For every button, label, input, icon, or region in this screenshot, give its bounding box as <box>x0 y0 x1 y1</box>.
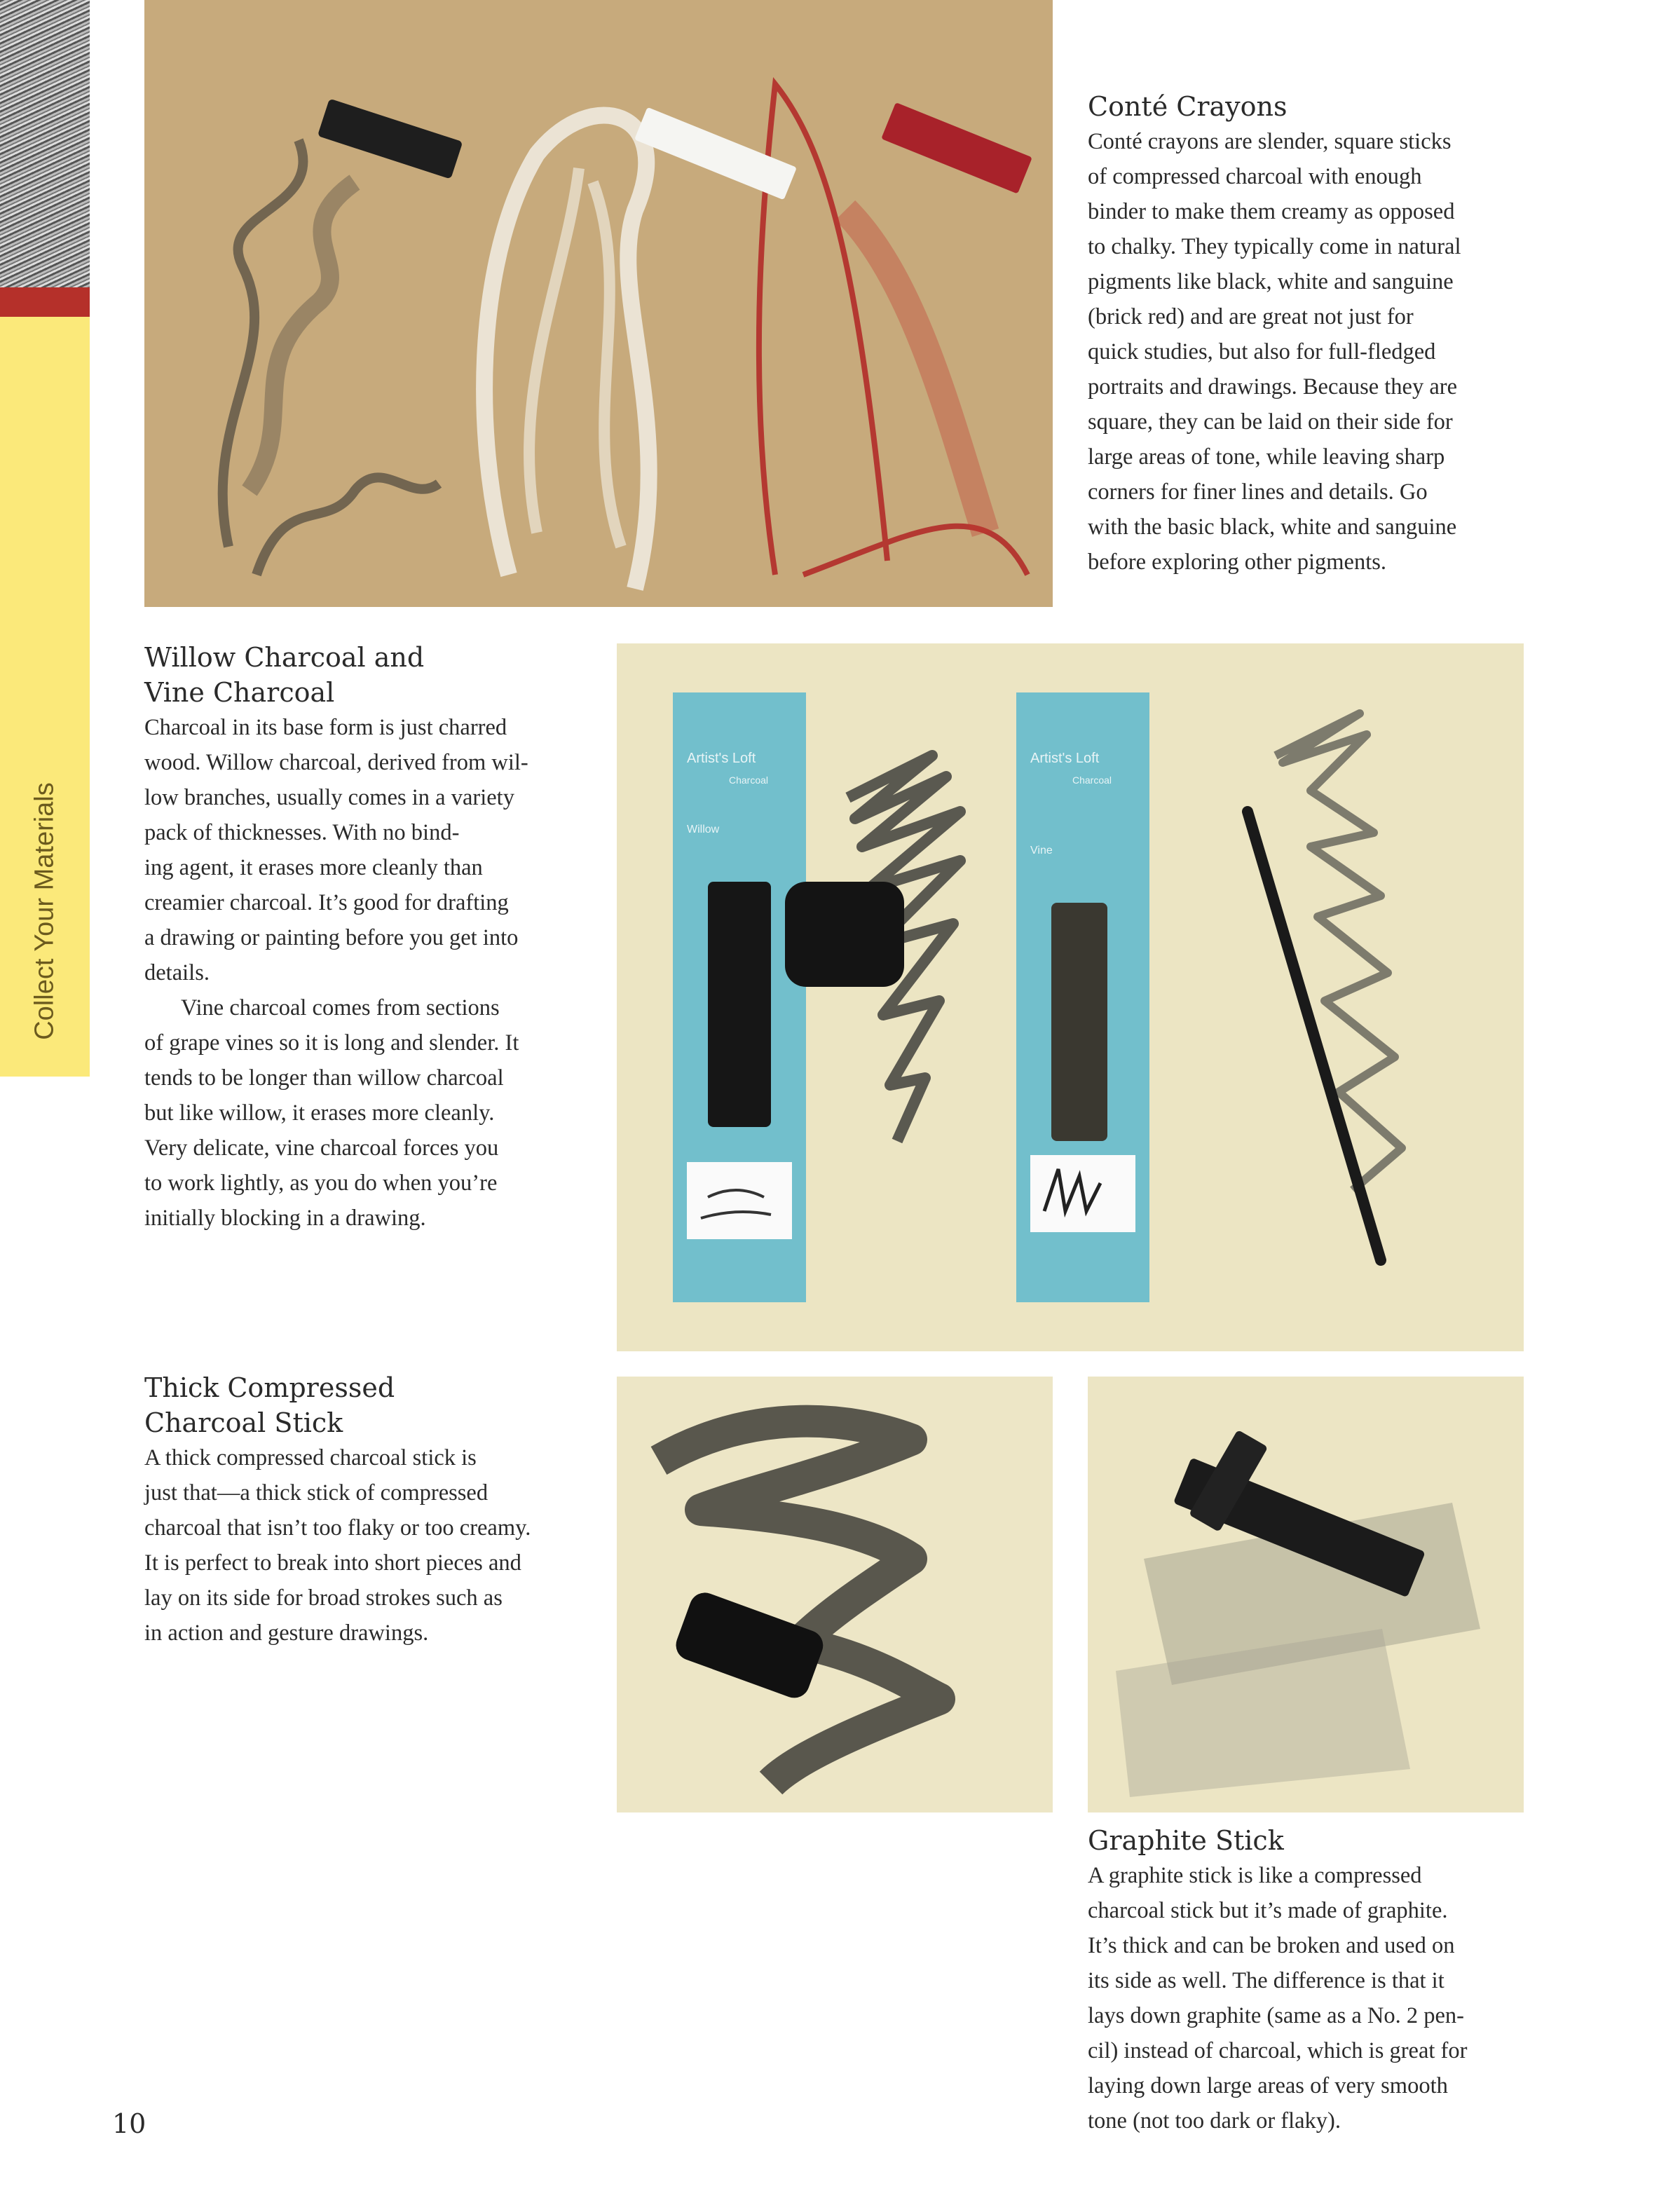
text-line: to chalky. They typically come in natural <box>1088 234 1461 259</box>
section-body <box>144 1440 593 1651</box>
text-line: cil) instead of charcoal, which is great for <box>1088 2038 1468 2063</box>
text-line: charcoal that isn’t too flaky or too creamy. <box>144 1515 531 1541</box>
page-number: 10 <box>112 2108 146 2139</box>
willow-vine-charcoal-section <box>144 640 593 1236</box>
text-line: wood. Willow charcoal, derived from wil- <box>144 750 528 775</box>
section-heading: Conté Crayons <box>1088 91 1288 122</box>
text-line: of compressed charcoal with enough <box>1088 164 1422 189</box>
text-line: Charcoal in its base form is just charred <box>144 715 507 740</box>
text-line: tone (not too dark or flaky). <box>1088 2108 1341 2134</box>
thick-compressed-charcoal-section <box>144 1370 593 1651</box>
text-line: to work lightly, as you do when you’re <box>144 1170 498 1196</box>
graphite-stick-photo <box>1088 1377 1524 1812</box>
text-line: its side as well. The difference is that it <box>1088 1968 1445 1993</box>
conte-crayons-section <box>1088 89 1536 580</box>
text-line: details. <box>144 960 210 985</box>
text-line: large areas of tone, while leaving sharp <box>1088 444 1445 470</box>
text-line: tends to be longer than willow charcoal <box>144 1065 504 1091</box>
text-line: corners for finer lines and details. Go <box>1088 479 1428 505</box>
conte-crayons-photo <box>144 0 1053 607</box>
text-line: of grape vines so it is long and slender. It <box>144 1030 519 1056</box>
text-line: low branches, usually comes in a variety <box>144 785 514 810</box>
text-line: binder to make them creamy as opposed <box>1088 199 1455 224</box>
text-line: before exploring other pigments. <box>1088 549 1386 575</box>
section-label: Collect Your Materials <box>29 782 60 1040</box>
section-heading: Graphite Stick <box>1088 1825 1284 1856</box>
text-line: Conté crayons are slender, square sticks <box>1088 129 1452 154</box>
box-type-vine: Vine <box>1030 845 1053 856</box>
text-line: laying down large areas of very smooth <box>1088 2073 1448 2098</box>
section-body <box>1088 124 1536 580</box>
text-line: Vine charcoal comes from sections <box>181 995 500 1020</box>
sidebar-texture-swatch <box>0 0 90 287</box>
text-line: pack of thicknesses. With no bind- <box>144 820 460 845</box>
text-line: pigments like black, white and sanguine <box>1088 269 1454 294</box>
text-line: It’s thick and can be broken and used on <box>1088 1933 1455 1958</box>
text-line: A graphite stick is like a compressed <box>1088 1863 1422 1888</box>
text-line: in action and gesture drawings. <box>144 1620 429 1646</box>
section-heading <box>144 640 593 710</box>
willow-vine-charcoal-photo <box>617 643 1524 1351</box>
box-type-willow: Willow <box>687 824 720 835</box>
thick-compressed-charcoal-photo <box>617 1377 1053 1812</box>
box-brand: Artist's Loft <box>1030 751 1100 766</box>
text-line: quick studies, but also for full-fledged <box>1088 339 1436 364</box>
text-line: lay on its side for broad strokes such as <box>144 1585 503 1611</box>
heading-line: Vine Charcoal <box>144 677 335 708</box>
text-line: lays down graphite (same as a No. 2 pen- <box>1088 2003 1464 2028</box>
text-line: creamier charcoal. It’s good for drafting <box>144 890 509 915</box>
text-line: (brick red) and are great not just for <box>1088 304 1414 329</box>
section-heading <box>144 1370 593 1440</box>
text-line: charcoal stick but it’s made of graphite. <box>1088 1898 1448 1923</box>
text-line: It is perfect to break into short pieces and <box>144 1550 521 1576</box>
text-line: ing agent, it erases more cleanly than <box>144 855 483 880</box>
text-line: A thick compressed charcoal stick is <box>144 1445 477 1470</box>
section-body <box>144 710 593 1236</box>
text-line: just that—a thick stick of compressed <box>144 1480 489 1506</box>
text-line: Very delicate, vine charcoal forces you <box>144 1135 499 1161</box>
box-product: Charcoal <box>729 774 769 786</box>
graphite-stick-section <box>1088 1823 1536 2138</box>
sidebar-red-band <box>0 287 90 317</box>
heading-line: Thick Compressed <box>144 1372 395 1403</box>
text-line: square, they can be laid on their side for <box>1088 409 1453 435</box>
box-brand: Artist's Loft <box>687 751 756 766</box>
text-line: initially blocking in a drawing. <box>144 1206 426 1231</box>
section-body <box>1088 1858 1536 2138</box>
heading-line: Willow Charcoal and <box>144 642 425 673</box>
text-line: a drawing or painting before you get into <box>144 925 519 950</box>
text-line: portraits and drawings. Because they are <box>1088 374 1458 400</box>
box-product: Charcoal <box>1072 774 1112 786</box>
heading-line: Charcoal Stick <box>144 1407 343 1438</box>
text-line: with the basic black, white and sanguine <box>1088 514 1457 540</box>
text-line: but like willow, it erases more cleanly. <box>144 1100 495 1126</box>
